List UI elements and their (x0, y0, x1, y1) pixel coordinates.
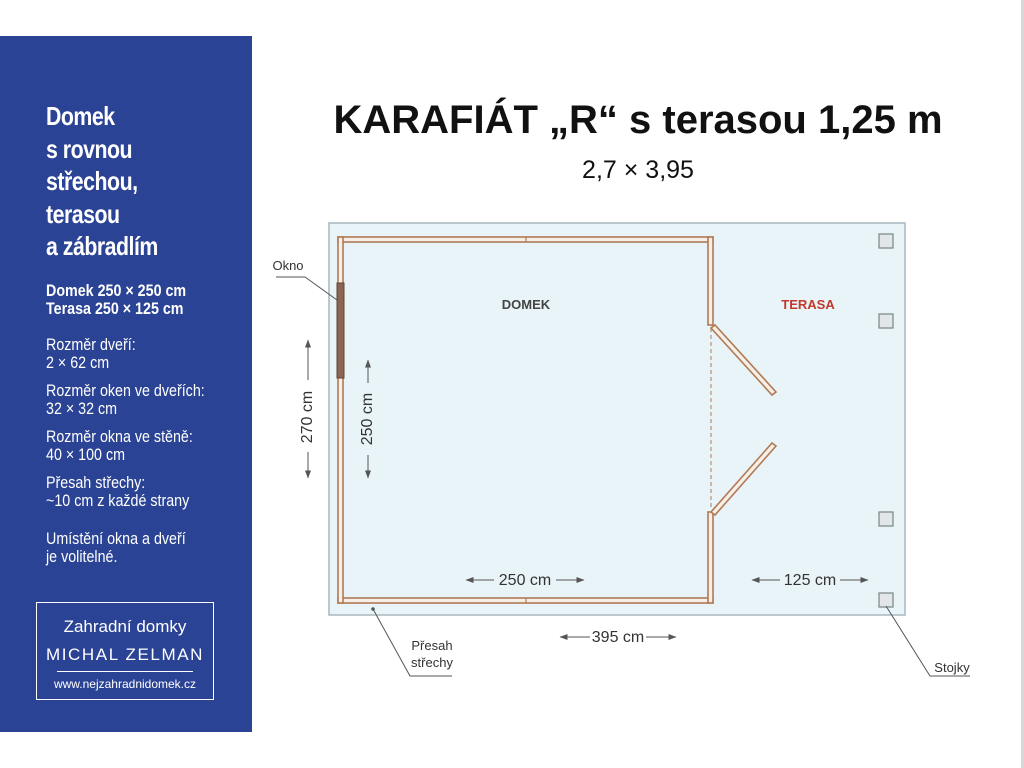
brand-owner: MICHAL ZELMAN (45, 645, 205, 664)
heading-line-4: terasou (46, 198, 120, 229)
page-title: KARAFIÁT „R“ s terasou 1,25 m (333, 98, 943, 142)
wall-right-upper (708, 237, 713, 325)
room-label-domek: DOMEK (501, 297, 551, 312)
dim-395-label: 395 cm (591, 629, 645, 646)
roof-overhang-label: Přesah střechy: (46, 473, 146, 492)
overhang-leader-dot (371, 607, 375, 611)
roof-outline (329, 223, 905, 615)
roof-overhang-value: ~10 cm z každé strany (46, 491, 190, 510)
dim-125-label: 125 cm (783, 572, 837, 589)
support-post-1 (879, 234, 893, 248)
support-post-4 (879, 593, 893, 607)
domek-size: Domek 250 × 250 cm (46, 281, 187, 300)
wall-window (337, 283, 344, 378)
wall-right-lower (708, 512, 713, 603)
window-label: Okno (272, 258, 304, 273)
terasa-size: Terasa 250 × 125 cm (46, 299, 184, 318)
support-post-2 (879, 314, 893, 328)
heading-line-3: střechou, (46, 166, 138, 196)
page-subtitle: 2,7 × 3,95 (582, 156, 694, 184)
placement-note-line-2: je volitelné. (46, 547, 118, 566)
dim-250-horizontal-label: 250 cm (498, 572, 552, 589)
window-leader-line (276, 277, 337, 300)
support-post-3 (879, 512, 893, 526)
overhang-label-line-2: střechy (411, 655, 453, 670)
heading-line-5: a zábradlím (46, 231, 158, 261)
brand-url[interactable]: www.nejzahradnidomek.cz (53, 677, 197, 691)
door-size-value: 2 × 62 cm (46, 353, 110, 372)
door-window-size-label: Rozměr oken ve dveřích: (46, 381, 205, 400)
door-window-size-value: 32 × 32 cm (46, 399, 118, 418)
heading-line-2: s rovnou (46, 133, 133, 164)
dim-270-label: 270 cm (299, 390, 317, 444)
overhang-label-line-1: Přesah (411, 638, 453, 653)
door-size-label: Rozměr dveří: (46, 335, 136, 354)
wall-window-size-label: Rozměr okna ve stěně: (46, 427, 193, 446)
dim-250-vertical-label: 250 cm (359, 392, 377, 446)
wall-window-size-value: 40 × 100 cm (46, 445, 125, 464)
brand-name: Zahradní domky (63, 617, 187, 636)
placement-note-line-1: Umístění okna a dveří (46, 529, 186, 548)
heading-line-1: Domek (46, 101, 115, 131)
room-label-terasa: TERASA (781, 297, 835, 312)
posts-label: Stojky (934, 660, 970, 675)
